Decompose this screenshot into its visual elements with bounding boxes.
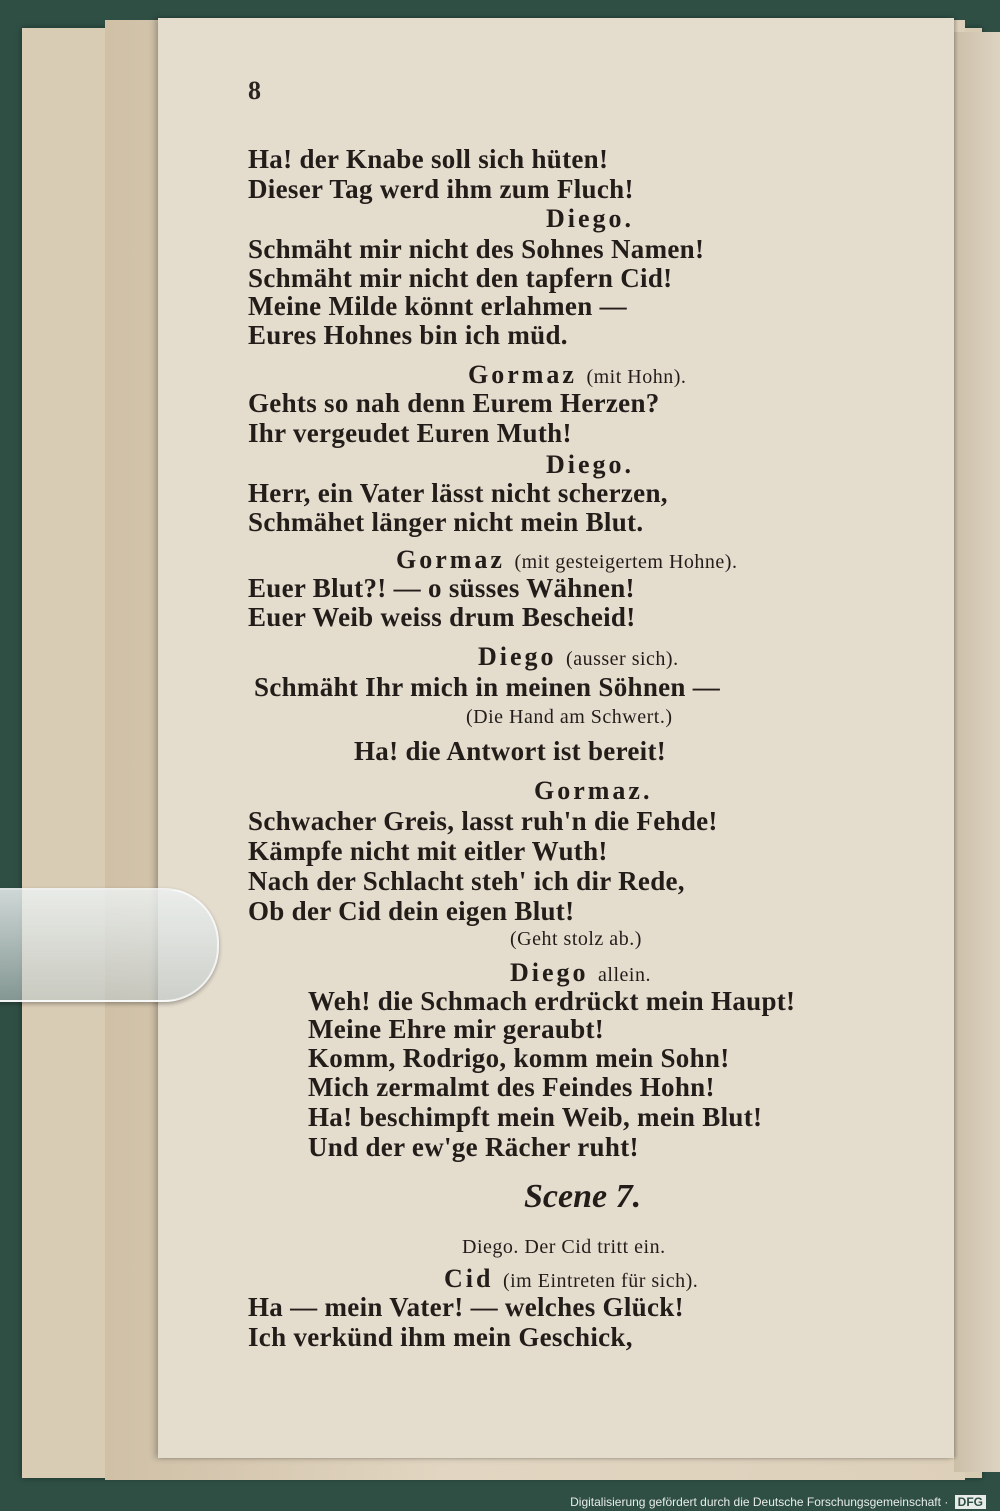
speaker-name: Cid [444, 1264, 494, 1293]
verse-line: Schmähet länger nicht mein Blut. [248, 507, 644, 537]
dfg-logo: DFG [955, 1495, 986, 1509]
verse-line: Euer Weib weiss drum Bescheid! [248, 602, 636, 632]
speaker-name: Diego. [546, 450, 635, 479]
verse-line: Schwacher Greis, lasst ruh'n die Fehde! [248, 806, 718, 836]
speaker-heading [546, 450, 634, 480]
speaker-name: Gormaz. [534, 776, 653, 805]
speaker-direction: (mit Hohn). [586, 366, 687, 388]
verse-line: Mich zermalmt des Feindes Hohn! [308, 1072, 715, 1102]
verse-line: Ihr vergeudet Euren Muth! [248, 418, 572, 448]
credit-text: Digitalisierung gefördert durch die Deutsche Forschungsgemeinschaft [570, 1495, 941, 1509]
verse-line: Schmäht mir nicht des Sohnes Namen! [248, 234, 705, 264]
speaker-heading [396, 545, 737, 575]
verse-line: Eures Hohnes bin ich müd. [248, 320, 568, 350]
verse-line: Schmäht Ihr mich in meinen Söhnen — [254, 672, 721, 702]
verse-line: Ha! beschimpft mein Weib, mein Blut! [308, 1102, 763, 1132]
speaker-direction: allein. [598, 964, 651, 986]
verse-line: Schmäht mir nicht den tapfern Cid! [248, 263, 673, 293]
verse-line: Ob der Cid dein eigen Blut! [248, 896, 575, 926]
verse-line: Meine Ehre mir geraubt! [308, 1014, 605, 1044]
scene-heading: Scene 7. [524, 1178, 642, 1215]
verse-line: Nach der Schlacht steh' ich dir Rede, [248, 866, 685, 896]
speaker-heading [510, 958, 651, 988]
speaker-heading [444, 1264, 698, 1294]
speaker-direction: (im Eintreten für sich). [502, 1270, 699, 1292]
speaker-heading [546, 204, 634, 234]
speaker-name: Gormaz [396, 545, 505, 574]
verse-line: Gehts so nah denn Eurem Herzen? [248, 388, 660, 418]
verse-line: Kämpfe nicht mit eitler Wuth! [248, 836, 608, 866]
speaker-heading [478, 642, 679, 672]
verse-line: Ha — mein Vater! — welches Glück! [248, 1292, 684, 1322]
speaker-heading [468, 360, 686, 390]
speaker-heading [534, 776, 652, 806]
digitization-credit: Digitalisierung gefördert durch die Deutsche Forschungsgemeinschaft · DFG [570, 1495, 986, 1509]
stage-direction: Diego. Der Cid tritt ein. [462, 1236, 666, 1258]
speaker-name: Diego [510, 958, 589, 987]
next-page-edge [954, 32, 1000, 1472]
speaker-name: Gormaz [468, 360, 577, 389]
verse-line: Und der ew'ge Rächer ruht! [308, 1132, 639, 1162]
verse-line: Euer Blut?! — o süsses Wähnen! [248, 573, 635, 603]
page-number: 8 [248, 76, 261, 105]
speaker-direction: (ausser sich). [566, 648, 679, 670]
verse-line: Meine Milde könnt erlahmen — [248, 291, 627, 321]
verse-line: Weh! die Schmach erdrückt mein Haupt! [308, 986, 796, 1016]
speaker-name: Diego [478, 642, 557, 671]
stage-direction: (Die Hand am Schwert.) [466, 706, 673, 728]
speaker-name: Diego. [546, 204, 635, 233]
verse-line: Ha! die Antwort ist bereit! [354, 736, 667, 766]
verse-line: Ich verkünd ihm mein Geschick, [248, 1322, 633, 1352]
page-holder-clip [0, 888, 219, 1002]
stage-direction: (Geht stolz ab.) [510, 928, 642, 950]
verse-line: Dieser Tag werd ihm zum Fluch! [248, 174, 634, 204]
verse-line: Komm, Rodrigo, komm mein Sohn! [308, 1043, 730, 1073]
speaker-direction: (mit gesteigertem Hohne). [514, 551, 738, 573]
verse-line: Herr, ein Vater lässt nicht scherzen, [248, 478, 668, 508]
verse-line: Ha! der Knabe soll sich hüten! [248, 144, 609, 174]
